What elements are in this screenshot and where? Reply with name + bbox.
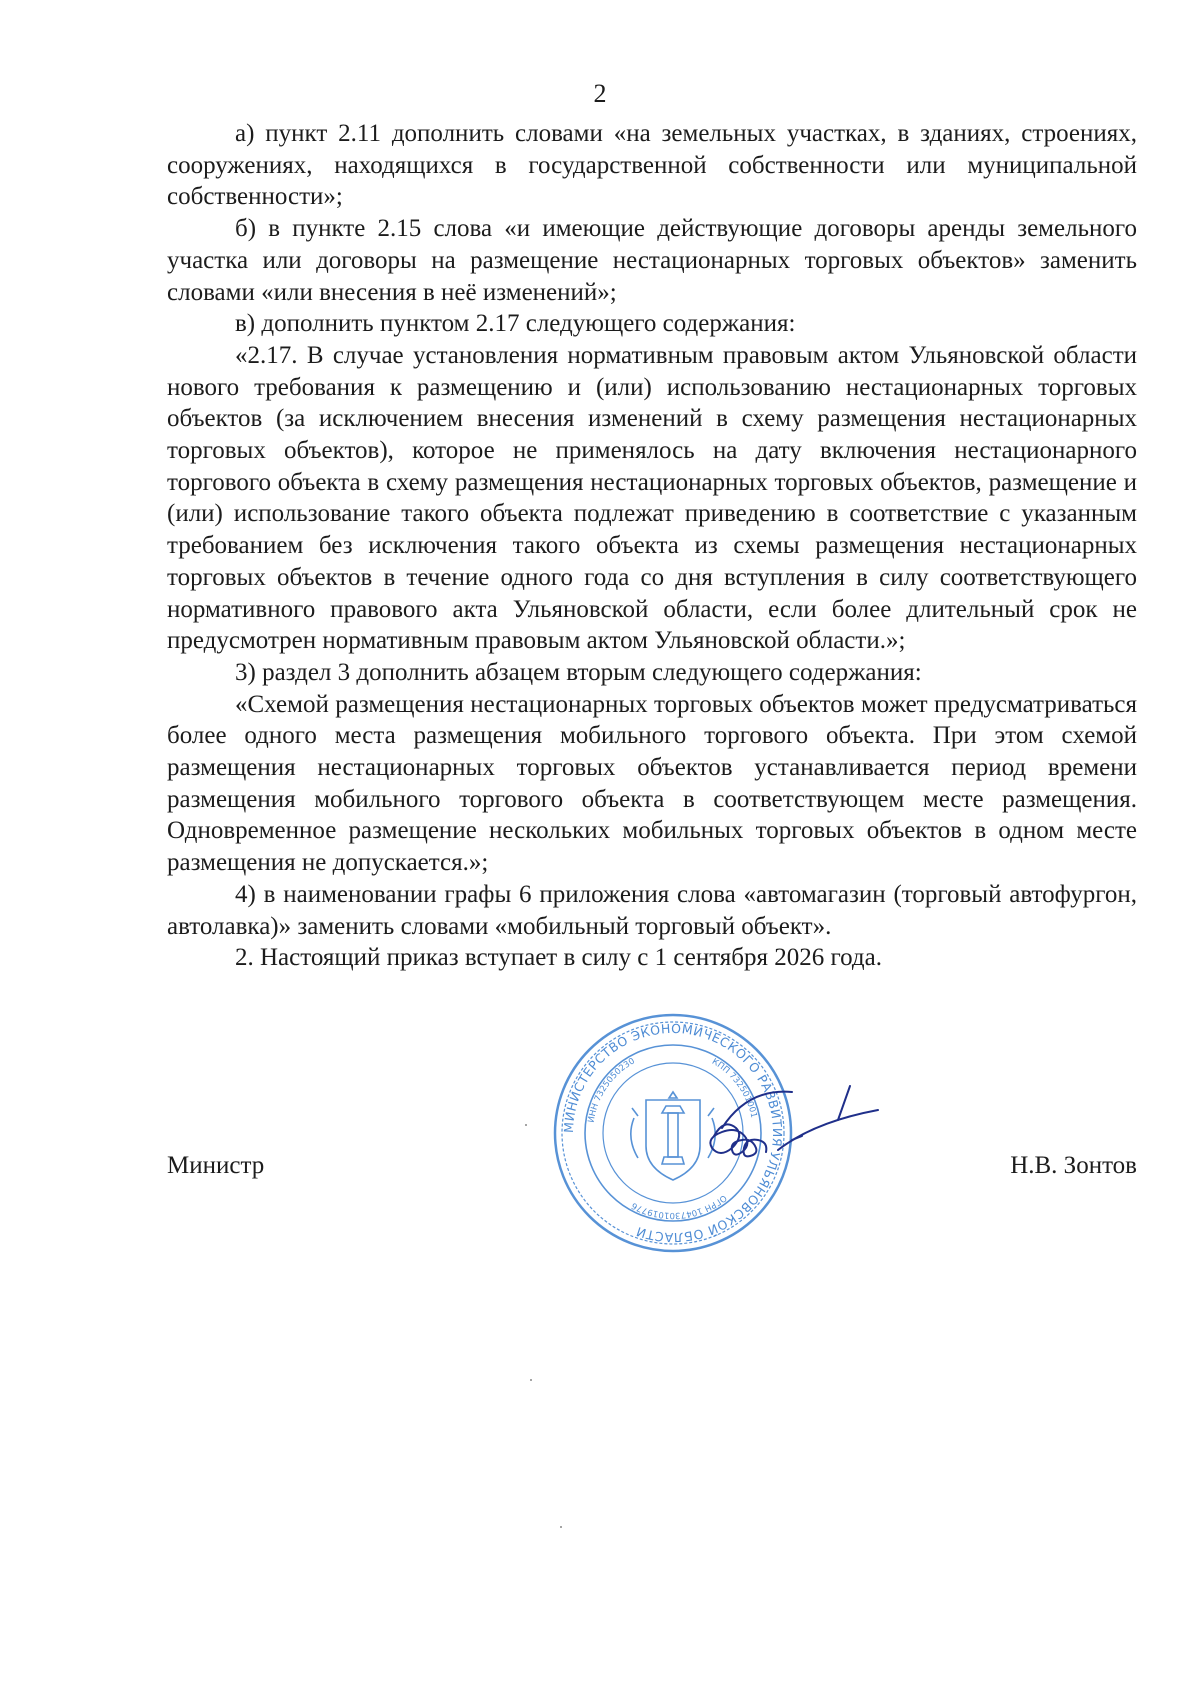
- paragraph-section-3-text: «Схемой размещения нестационарных торговых объектов может предусматриваться более одного места размещения мобильного торгового объекта. При этом схемой размещения нестационарных торговых объектов устанавливается период времени размещения мобильного торгового объекта в соответствующем месте размещения. Одновременное размещение нескольких мобильных торговых объектов в одном месте размещения не допускается.»;: [167, 690, 1137, 877]
- document-body: [167, 118, 1137, 974]
- paragraph-section-3: 3) раздел 3 дополнить абзацем вторым следующего содержания:: [235, 658, 922, 686]
- page-number: 2: [593, 79, 607, 108]
- paragraph-amendment-b: б) в пункте 2.15 слова «и имеющие действующие договоры аренды земельного участка или договоры на размещение нестационарных торговых объектов» заменить словами «или внесения в неё изменений»;: [167, 215, 1137, 306]
- seal-kpp-text: КПП 732501001: [709, 1056, 759, 1119]
- paragraph-amendment-v: в) дополнить пунктом 2.17 следующего содержания:: [235, 310, 796, 338]
- paragraph-clause-2-17: «2.17. В случае установления нормативным правовым актом Ульяновской области нового требования к размещению и (или) использованию нестационарных торговых объектов (за исключением внесения изменений в схему размещения нестационарных торговых объектов), которое не применялось на дату включения нестационарного торгового объекта в схему размещения нестационарных торговых объектов, размещение и (или) использование такого объекта подлежат приведению в соответствие с указанным требованием без исключения такого объекта из схемы размещения нестационарных торговых объектов в течение одного года со дня вступления в силу соответствующего нормативного правового акта Ульяновской области, если более длительный срок не предусмотрен нормативным правовым актом Ульяновской области.»;: [167, 341, 1137, 655]
- signature-block: [167, 1150, 1137, 1190]
- scan-speck: [525, 1124, 527, 1126]
- paragraph-effective-date: 2. Настоящий приказ вступает в силу с 1 сентября 2026 года.: [235, 944, 882, 972]
- scan-speck: [530, 1379, 532, 1381]
- signatory-name: Н.В. Зонтов: [1010, 1152, 1137, 1179]
- paragraph-amendment-4: 4) в наименовании графы 6 приложения слова «автомагазин (торговый автофургон, автолавка)» заменить словами «мобильный торговый объект».: [167, 880, 1137, 940]
- signatory-position: Министр: [167, 1152, 265, 1179]
- paragraph-amendment-a: а) пункт 2.11 дополнить словами «на земельных участках, в зданиях, строениях, сооружениях, находящихся в государственной собственности или муниципальной собственности»;: [167, 120, 1137, 211]
- seal-ogrn-text: ОГРН 1047301019776: [630, 1192, 729, 1221]
- seal-inn-text: ИНН 7325050230: [586, 1056, 637, 1124]
- scan-speck: [560, 1526, 562, 1528]
- seal-outer-text: МИНИСТЕРСТВО ЭКОНОМИЧЕСКОГО РАЗВИТИЯ УЛЬЯНОВСКОЙ ОБЛАСТИ: [560, 1020, 786, 1246]
